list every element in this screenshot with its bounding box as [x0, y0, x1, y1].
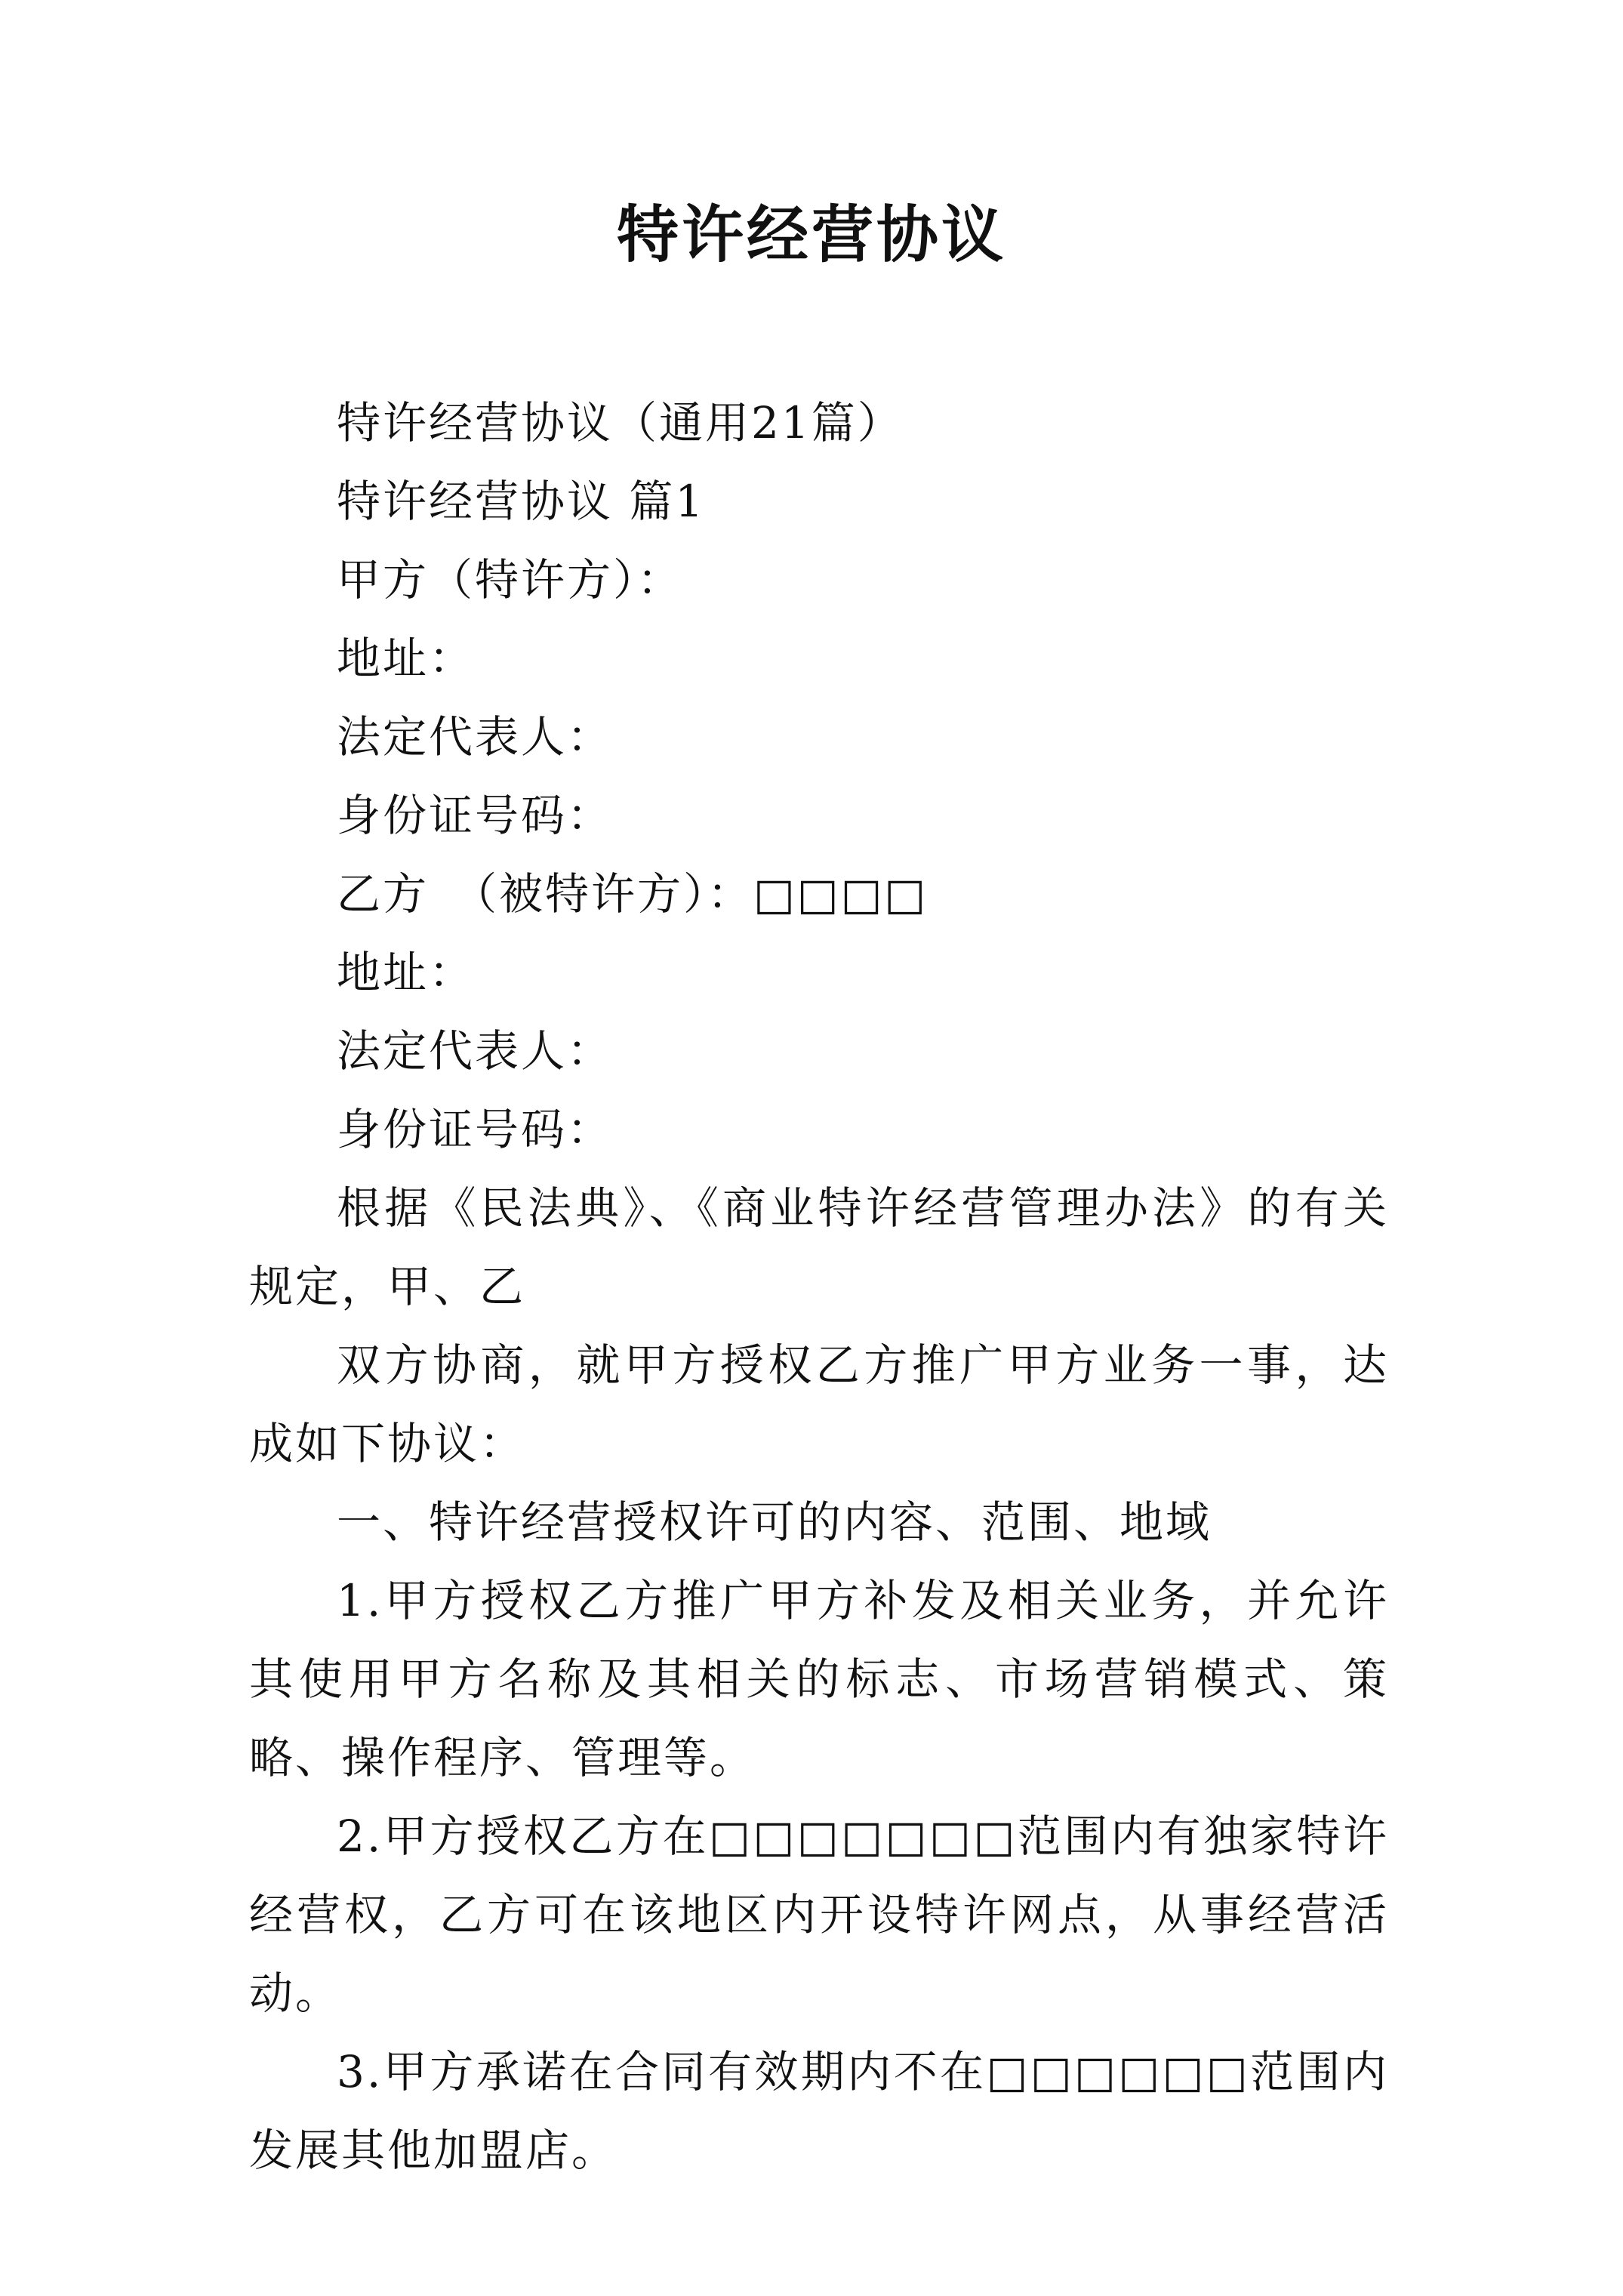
paragraph-party-b-id-number: 身份证号码： — [337, 1104, 614, 1155]
paragraph-clause-1-2: 2.甲方授权乙方在□□□□□□□范围内有独家特许经营权，乙方可在该地区内开设特许网点，从事经营活动。 — [249, 1811, 1389, 2019]
document-body — [249, 384, 1389, 2190]
paragraph-legal-basis: 根据《民法典》、《商业特许经营管理办法》的有关规定，甲、乙 — [249, 1182, 1389, 1312]
paragraph-subtitle: 特许经营协议（通用21篇） — [337, 397, 904, 448]
paragraph-party-a-address: 地址： — [337, 633, 476, 684]
paragraph-clause-1-heading: 一、特许经营授权许可的内容、范围、地域 — [337, 1496, 1212, 1548]
document-title: 特许经营协议 — [616, 199, 1006, 271]
paragraph-clause-1-3: 3.甲方承诺在合同有效期内不在□□□□□□范围内发展其他加盟店。 — [249, 2046, 1389, 2176]
paragraph-party-b-representative: 法定代表人： — [337, 1025, 614, 1077]
paragraph-clause-1-1: 1.甲方授权乙方推广甲方补发及相关业务，并允许其使用甲方名称及其相关的标志、市场营销模式、策略、操作程序、管理等。 — [249, 1575, 1389, 1783]
paragraph-party-a: 甲方（特许方）： — [337, 554, 684, 606]
paragraph-party-a-representative: 法定代表人： — [337, 711, 614, 763]
paragraph-section-heading: 特许经营协议 篇1 — [337, 476, 706, 527]
paragraph-party-b: 乙方 （被特许方）：□□□□ — [337, 868, 929, 920]
paragraph-agreement-intro: 双方协商，就甲方授权乙方推广甲方业务一事，达成如下协议： — [249, 1339, 1389, 1469]
paragraph-party-a-id-number: 身份证号码： — [337, 790, 614, 841]
paragraph-party-b-address: 地址： — [337, 947, 476, 998]
